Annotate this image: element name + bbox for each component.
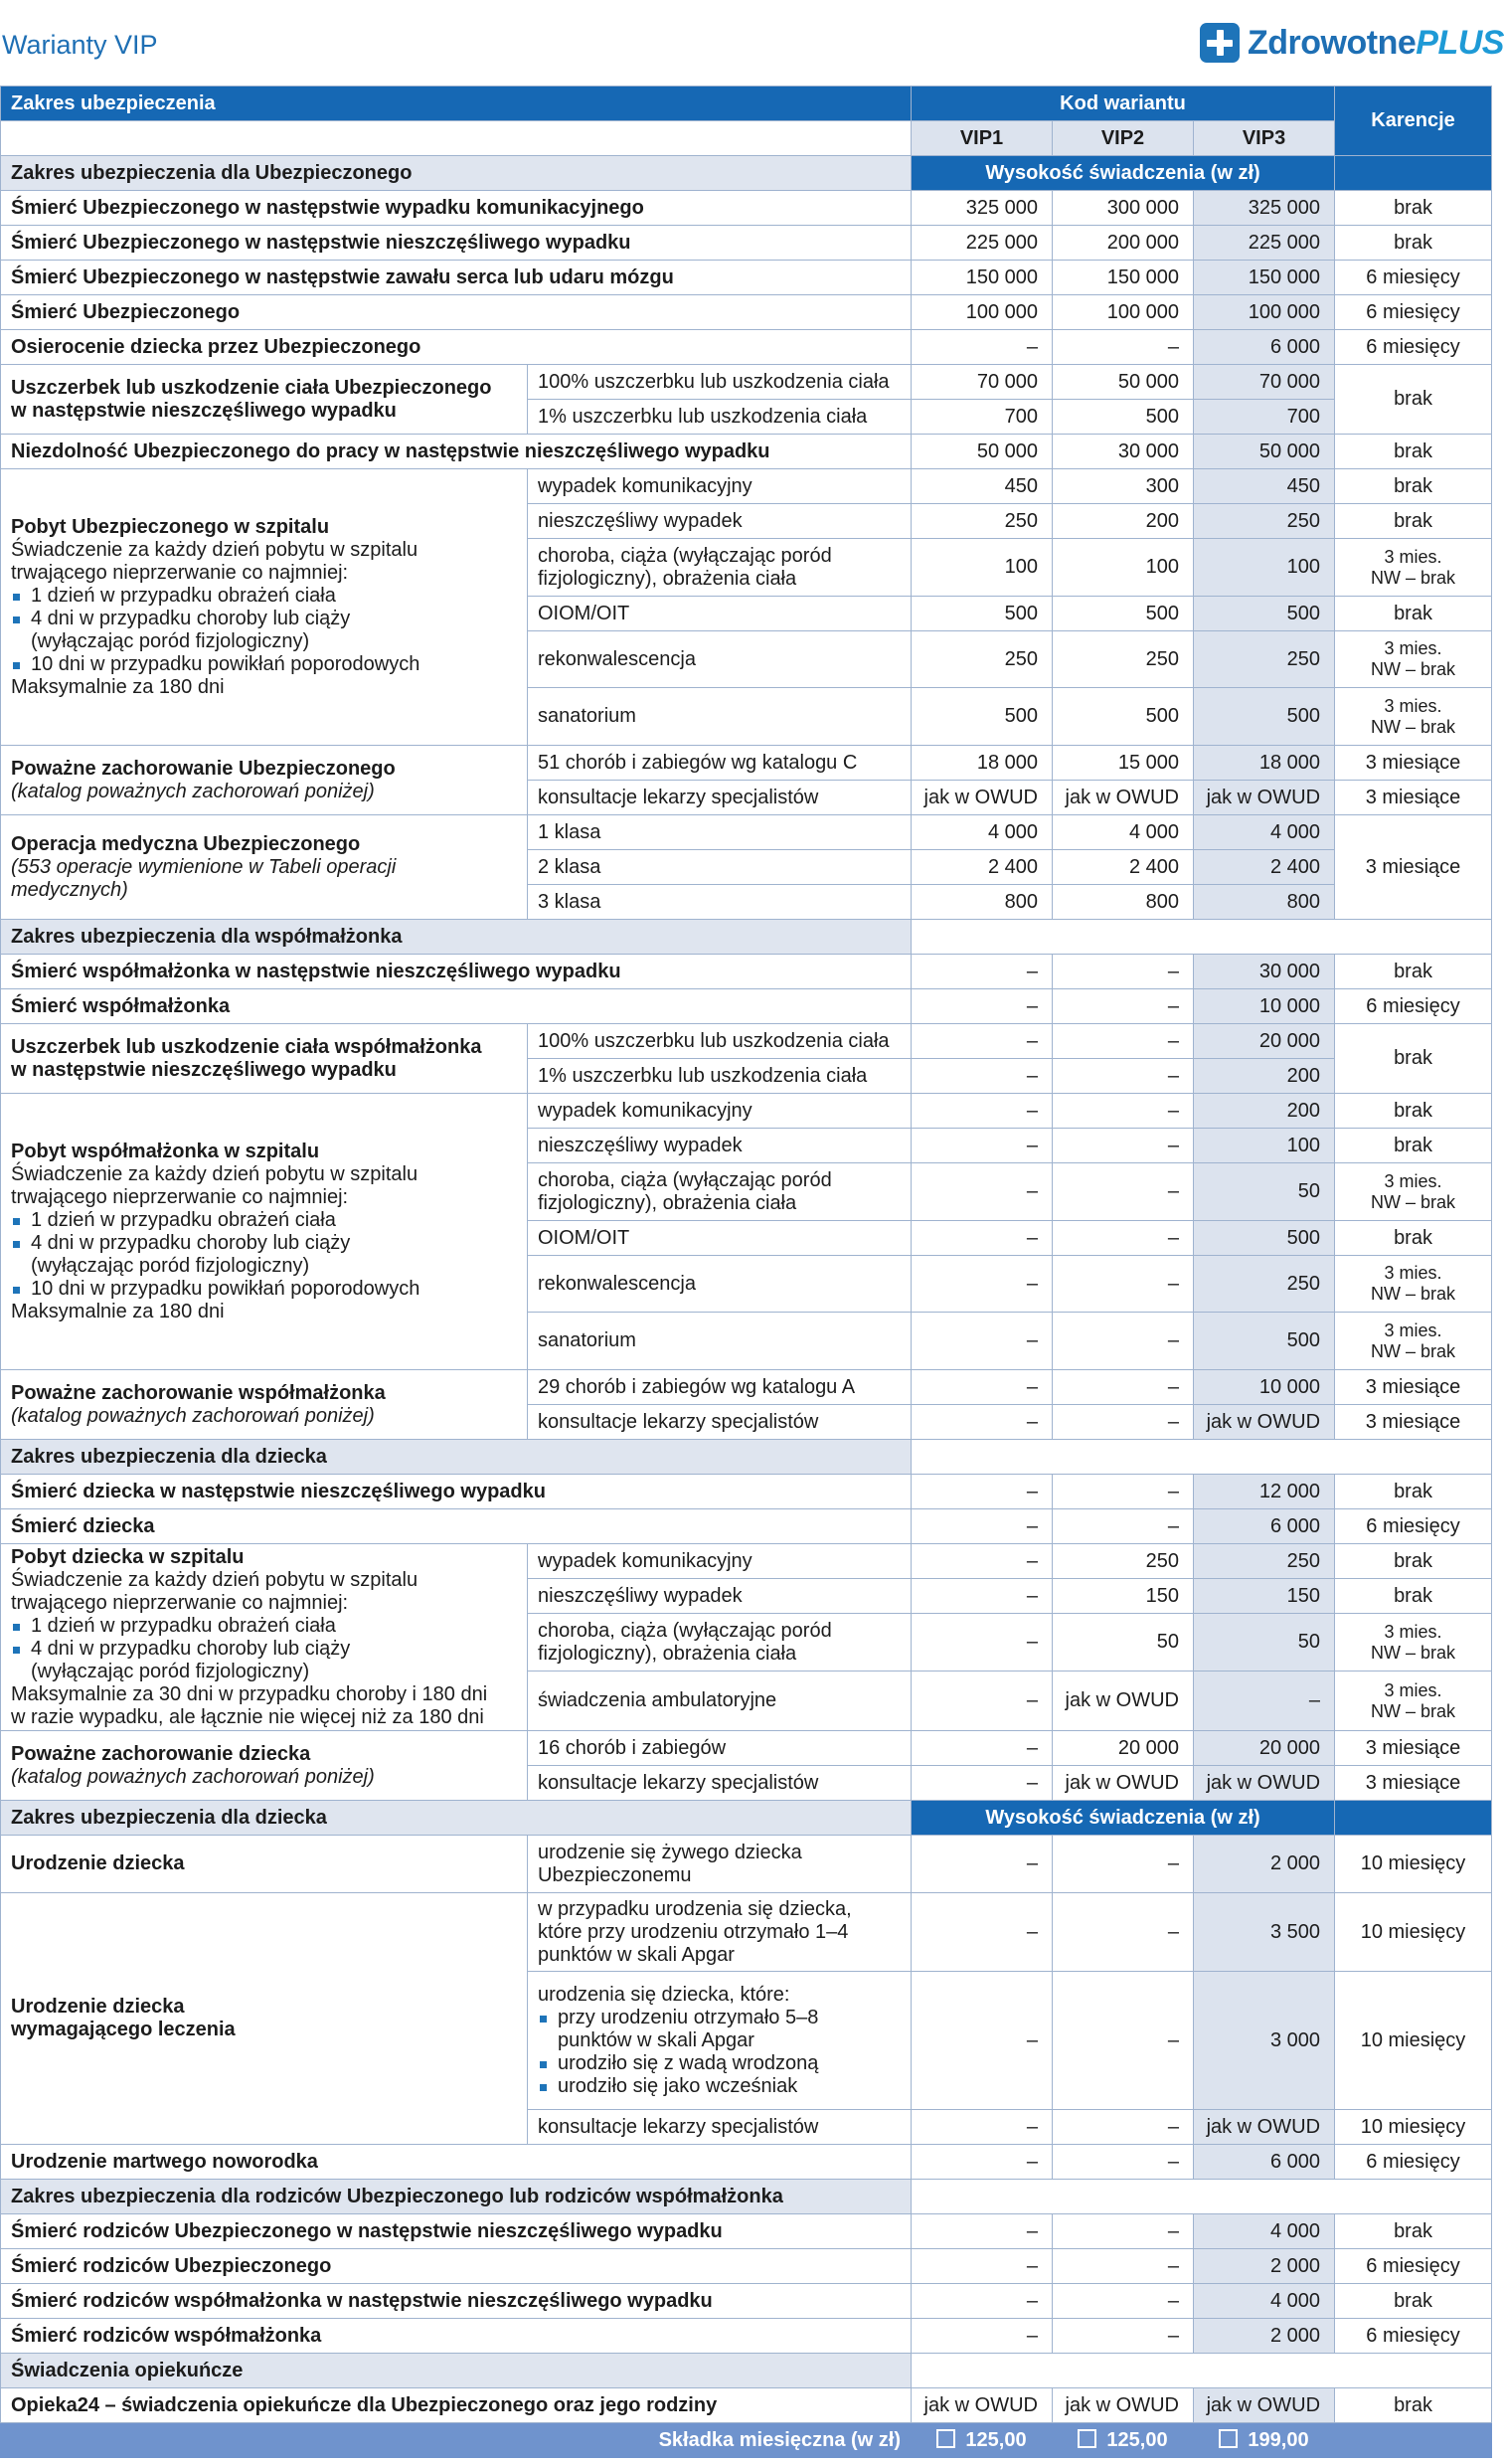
header-benefit-amount: Wysokość świadczenia (w zł) <box>912 1801 1335 1836</box>
brand-logo <box>1200 22 1504 64</box>
table-row: Śmierć Ubezpieczonego w następstwie zawału serca lub udaru mózgu 150 000 150 000 150 000 6 miesięcy <box>1 261 1492 295</box>
logo-text-main: Zdrowotne <box>1248 23 1417 62</box>
hospital-stay-spouse: Pobyt współmałżonka w szpitalu Świadczenie za każdy dzień pobytu w szpitalu trwającego nieprzerwanie co najmniej: 1 dzień w przypadku obrażeń ciała 4 dni w przypadku choroby lub ciąży (wyłączając poród fizjologiczny) 10 dni w przypadku powikłań poporodowych Maksymalnie za 180 dni <box>1 1094 528 1370</box>
table-row: Śmierć Ubezpieczonego w następstwie nieszczęśliwego wypadku 225 000 200 000 225 000 brak <box>1 226 1492 261</box>
checkbox-icon[interactable] <box>936 2429 955 2448</box>
section-row <box>1 156 1492 191</box>
table-row: Śmierć współmałżonka w następstwie nieszczęśliwego wypadku – – 30 000 brak <box>1 955 1492 989</box>
table-row: nieszczęśliwy wypadek – 150 150 brak <box>1 1579 1492 1614</box>
section-title: Zakres ubezpieczenia dla Ubezpieczonego <box>1 156 912 191</box>
table-row: 1% uszczerbku lub uszkodzenia ciała 700 500 700 <box>1 400 1492 435</box>
table-header-row <box>1 121 1492 156</box>
section-title: Zakres ubezpieczenia dla współmałżonka <box>1 920 912 955</box>
premium-vip2-option[interactable]: 125,00 <box>1053 2423 1194 2458</box>
table-row: urodzenia się dziecka, które: przy urodzeniu otrzymało 5–8 punktów w skali Apgar urodziło się z wadą wrodzoną urodziło się jako wcześniak – – 3 000 10 miesięcy <box>1 1972 1492 2110</box>
section-row <box>1 2180 1492 2214</box>
table-row: świadczenia ambulatoryjne – jak w OWUD – 3 mies. NW – brak <box>1 1672 1492 1731</box>
table-row: sanatorium – – 500 3 mies. NW – brak <box>1 1313 1492 1370</box>
table-row: Operacja medyczna Ubezpieczonego (553 operacje wymienione w Tabeli operacji medycznych) 1 klasa 4 000 4 000 4 000 3 miesiące <box>1 815 1492 850</box>
section-title: Zakres ubezpieczenia dla dziecka <box>1 1801 912 1836</box>
table-row: Poważne zachorowanie dziecka (katalog poważnych zachorowań poniżej) 16 chorób i zabiegów – 20 000 20 000 3 miesiące <box>1 1731 1492 1766</box>
header-vip2: VIP2 <box>1053 121 1194 156</box>
section-row <box>1 920 1492 955</box>
checkbox-icon[interactable] <box>1219 2429 1238 2448</box>
table-row: Urodzenie dziecka urodzenie się żywego dziecka Ubezpieczonemu – – 2 000 10 miesięcy <box>1 1836 1492 1893</box>
table-row: Śmierć dziecka w następstwie nieszczęśliwego wypadku – – 12 000 brak <box>1 1475 1492 1509</box>
table-row: 1% uszczerbku lub uszkodzenia ciała – – 200 <box>1 1059 1492 1094</box>
table-row: sanatorium 500 500 500 3 mies. NW – brak <box>1 688 1492 746</box>
table-row: Śmierć Ubezpieczonego w następstwie wypadku komunikacyjnego 325 000 300 000 325 000 brak <box>1 191 1492 226</box>
table-row: Uszczerbek lub uszkodzenie ciała Ubezpieczonego w następstwie nieszczęśliwego wypadku 100% uszczerbku lub uszkodzenia ciała 70 000 50 000 70 000 brak <box>1 365 1492 400</box>
table-row: choroba, ciąża (wyłączając poród fizjologiczny), obrażenia ciała – 50 50 3 mies. NW – brak <box>1 1614 1492 1672</box>
premium-vip3-option[interactable]: 199,00 <box>1194 2423 1335 2458</box>
table-row: Opieka24 – świadczenia opiekuńcze dla Ubezpieczonego oraz jego rodziny jak w OWUD jak w OWUD jak w OWUD brak <box>1 2388 1492 2423</box>
table-row: Urodzenie martwego noworodka – – 6 000 6 miesięcy <box>1 2145 1492 2180</box>
table-row: Pobyt współmałżonka w szpitalu Świadczenie za każdy dzień pobytu w szpitalu trwającego nieprzerwanie co najmniej: 1 dzień w przypadku obrażeń ciała 4 dni w przypadku choroby lub ciąży (wyłączając poród fizjologiczny) 10 dni w przypadku powikłań poporodowych Maksymalnie za 180 dni wypadek komunikacyjny – – 200 brak <box>1 1094 1492 1129</box>
table-row: Osierocenie dziecka przez Ubezpieczonego – – 6 000 6 miesięcy <box>1 330 1492 365</box>
section-row <box>1 1440 1492 1475</box>
header-scope: Zakres ubezpieczenia <box>1 87 912 121</box>
premium-label: Składka miesięczna (w zł) <box>1 2423 912 2458</box>
table-row: Śmierć rodziców Ubezpieczonego – – 2 000 6 miesięcy <box>1 2249 1492 2284</box>
table-row: OIOM/OIT 500 500 500 brak <box>1 597 1492 631</box>
section-row <box>1 2354 1492 2388</box>
table-row: Poważne zachorowanie Ubezpieczonego (katalog poważnych zachorowań poniżej) 51 chorób i zabiegów wg katalogu C 18 000 15 000 18 000 3 miesiące <box>1 746 1492 781</box>
table-row: Uszczerbek lub uszkodzenie ciała współmałżonka w następstwie nieszczęśliwego wypadku 100% uszczerbku lub uszkodzenia ciała – – 20 000 brak <box>1 1024 1492 1059</box>
table-row: choroba, ciąża (wyłączając poród fizjologiczny), obrażenia ciała – – 50 3 mies. NW – brak <box>1 1163 1492 1221</box>
table-header-row <box>1 87 1492 121</box>
table-row: choroba, ciąża (wyłączając poród fizjologiczny), obrażenia ciała 100 100 100 3 mies. NW – brak <box>1 539 1492 597</box>
table-row: Śmierć dziecka – – 6 000 6 miesięcy <box>1 1509 1492 1544</box>
table-row: nieszczęśliwy wypadek – – 100 brak <box>1 1129 1492 1163</box>
table-row: Śmierć Ubezpieczonego 100 000 100 000 100 000 6 miesięcy <box>1 295 1492 330</box>
medical-cross-icon <box>1200 23 1240 63</box>
logo-text-accent: PLUS <box>1416 23 1504 62</box>
header-variant-code: Kod wariantu <box>912 87 1335 121</box>
table-row: Urodzenie dziecka wymagającego leczenia w przypadku urodzenia się dziecka, które przy urodzeniu otrzymało 1–4 punktów w skali Apgar – – 3 500 10 miesięcy <box>1 1893 1492 1972</box>
page-header <box>0 0 1504 85</box>
hospital-stay-insured: Pobyt Ubezpieczonego w szpitalu Świadczenie za każdy dzień pobytu w szpitalu trwającego nieprzerwanie co najmniej: 1 dzień w przypadku obrażeń ciała 4 dni w przypadku choroby lub ciąży (wyłączając poród fizjologiczny) 10 dni w przypadku powikłań poporodowych Maksymalnie za 180 dni <box>1 469 528 746</box>
page-title: Warianty VIP <box>2 30 158 60</box>
checkbox-icon[interactable] <box>1078 2429 1096 2448</box>
hospital-stay-child: Pobyt dziecka w szpitalu Świadczenie za każdy dzień pobytu w szpitalu trwającego nieprzerwanie co najmniej: 1 dzień w przypadku obrażeń ciała 4 dni w przypadku choroby lub ciąży (wyłączając poród fizjologiczny) Maksymalnie za 30 dni w przypadku choroby i 180 dni w razie wypadku, ale łącznie nie więcej niż za 180 dni <box>1 1544 528 1731</box>
table-row: konsultacje lekarzy specjalistów – – jak w OWUD 10 miesięcy <box>1 2110 1492 2145</box>
table-row: 3 klasa 800 800 800 <box>1 885 1492 920</box>
table-row: Śmierć współmałżonka – – 10 000 6 miesięcy <box>1 989 1492 1024</box>
table-row: 2 klasa 2 400 2 400 2 400 <box>1 850 1492 885</box>
section-title: Zakres ubezpieczenia dla rodziców Ubezpieczonego lub rodziców współmałżonka <box>1 2180 912 2214</box>
section-row <box>1 1801 1492 1836</box>
header-vip3: VIP3 <box>1194 121 1335 156</box>
table-row: konsultacje lekarzy specjalistów – – jak w OWUD 3 miesiące <box>1 1405 1492 1440</box>
header-karencje: Karencje <box>1335 87 1492 156</box>
table-row: konsultacje lekarzy specjalistów jak w OWUD jak w OWUD jak w OWUD 3 miesiące <box>1 781 1492 815</box>
table-row: Pobyt Ubezpieczonego w szpitalu Świadczenie za każdy dzień pobytu w szpitalu trwającego nieprzerwanie co najmniej: 1 dzień w przypadku obrażeń ciała 4 dni w przypadku choroby lub ciąży (wyłączając poród fizjologiczny) 10 dni w przypadku powikłań poporodowych Maksymalnie za 180 dni wypadek komunikacyjny 450 300 450 brak <box>1 469 1492 504</box>
premium-vip1-option[interactable]: 125,00 <box>912 2423 1053 2458</box>
section-title: Świadczenia opiekuńcze <box>1 2354 912 2388</box>
table-row: Śmierć rodziców współmałżonka – – 2 000 6 miesięcy <box>1 2319 1492 2354</box>
header-vip1: VIP1 <box>912 121 1053 156</box>
table-row: Śmierć rodziców Ubezpieczonego w następstwie nieszczęśliwego wypadku – – 4 000 brak <box>1 2214 1492 2249</box>
table-row: nieszczęśliwy wypadek 250 200 250 brak <box>1 504 1492 539</box>
table-row: Poważne zachorowanie współmałżonka (katalog poważnych zachorowań poniżej) 29 chorób i zabiegów wg katalogu A – – 10 000 3 miesiące <box>1 1370 1492 1405</box>
premium-row <box>1 2423 1492 2458</box>
table-row: rekonwalescencja 250 250 250 3 mies. NW – brak <box>1 631 1492 688</box>
table-row: Pobyt dziecka w szpitalu Świadczenie za każdy dzień pobytu w szpitalu trwającego nieprzerwanie co najmniej: 1 dzień w przypadku obrażeń ciała 4 dni w przypadku choroby lub ciąży (wyłączając poród fizjologiczny) Maksymalnie za 30 dni w przypadku choroby i 180 dni w razie wypadku, ale łącznie nie więcej niż za 180 dni wypadek komunikacyjny – 250 250 brak <box>1 1544 1492 1579</box>
table-row: Niezdolność Ubezpieczonego do pracy w następstwie nieszczęśliwego wypadku 50 000 30 000 50 000 brak <box>1 435 1492 469</box>
insurance-variants-table <box>0 86 1492 2458</box>
header-benefit-amount: Wysokość świadczenia (w zł) <box>912 156 1335 191</box>
table-row: konsultacje lekarzy specjalistów – jak w OWUD jak w OWUD 3 miesiące <box>1 1766 1492 1801</box>
table-row: rekonwalescencja – – 250 3 mies. NW – brak <box>1 1256 1492 1313</box>
section-title: Zakres ubezpieczenia dla dziecka <box>1 1440 912 1475</box>
table-row: OIOM/OIT – – 500 brak <box>1 1221 1492 1256</box>
table-row: Śmierć rodziców współmałżonka w następstwie nieszczęśliwego wypadku – – 4 000 brak <box>1 2284 1492 2319</box>
